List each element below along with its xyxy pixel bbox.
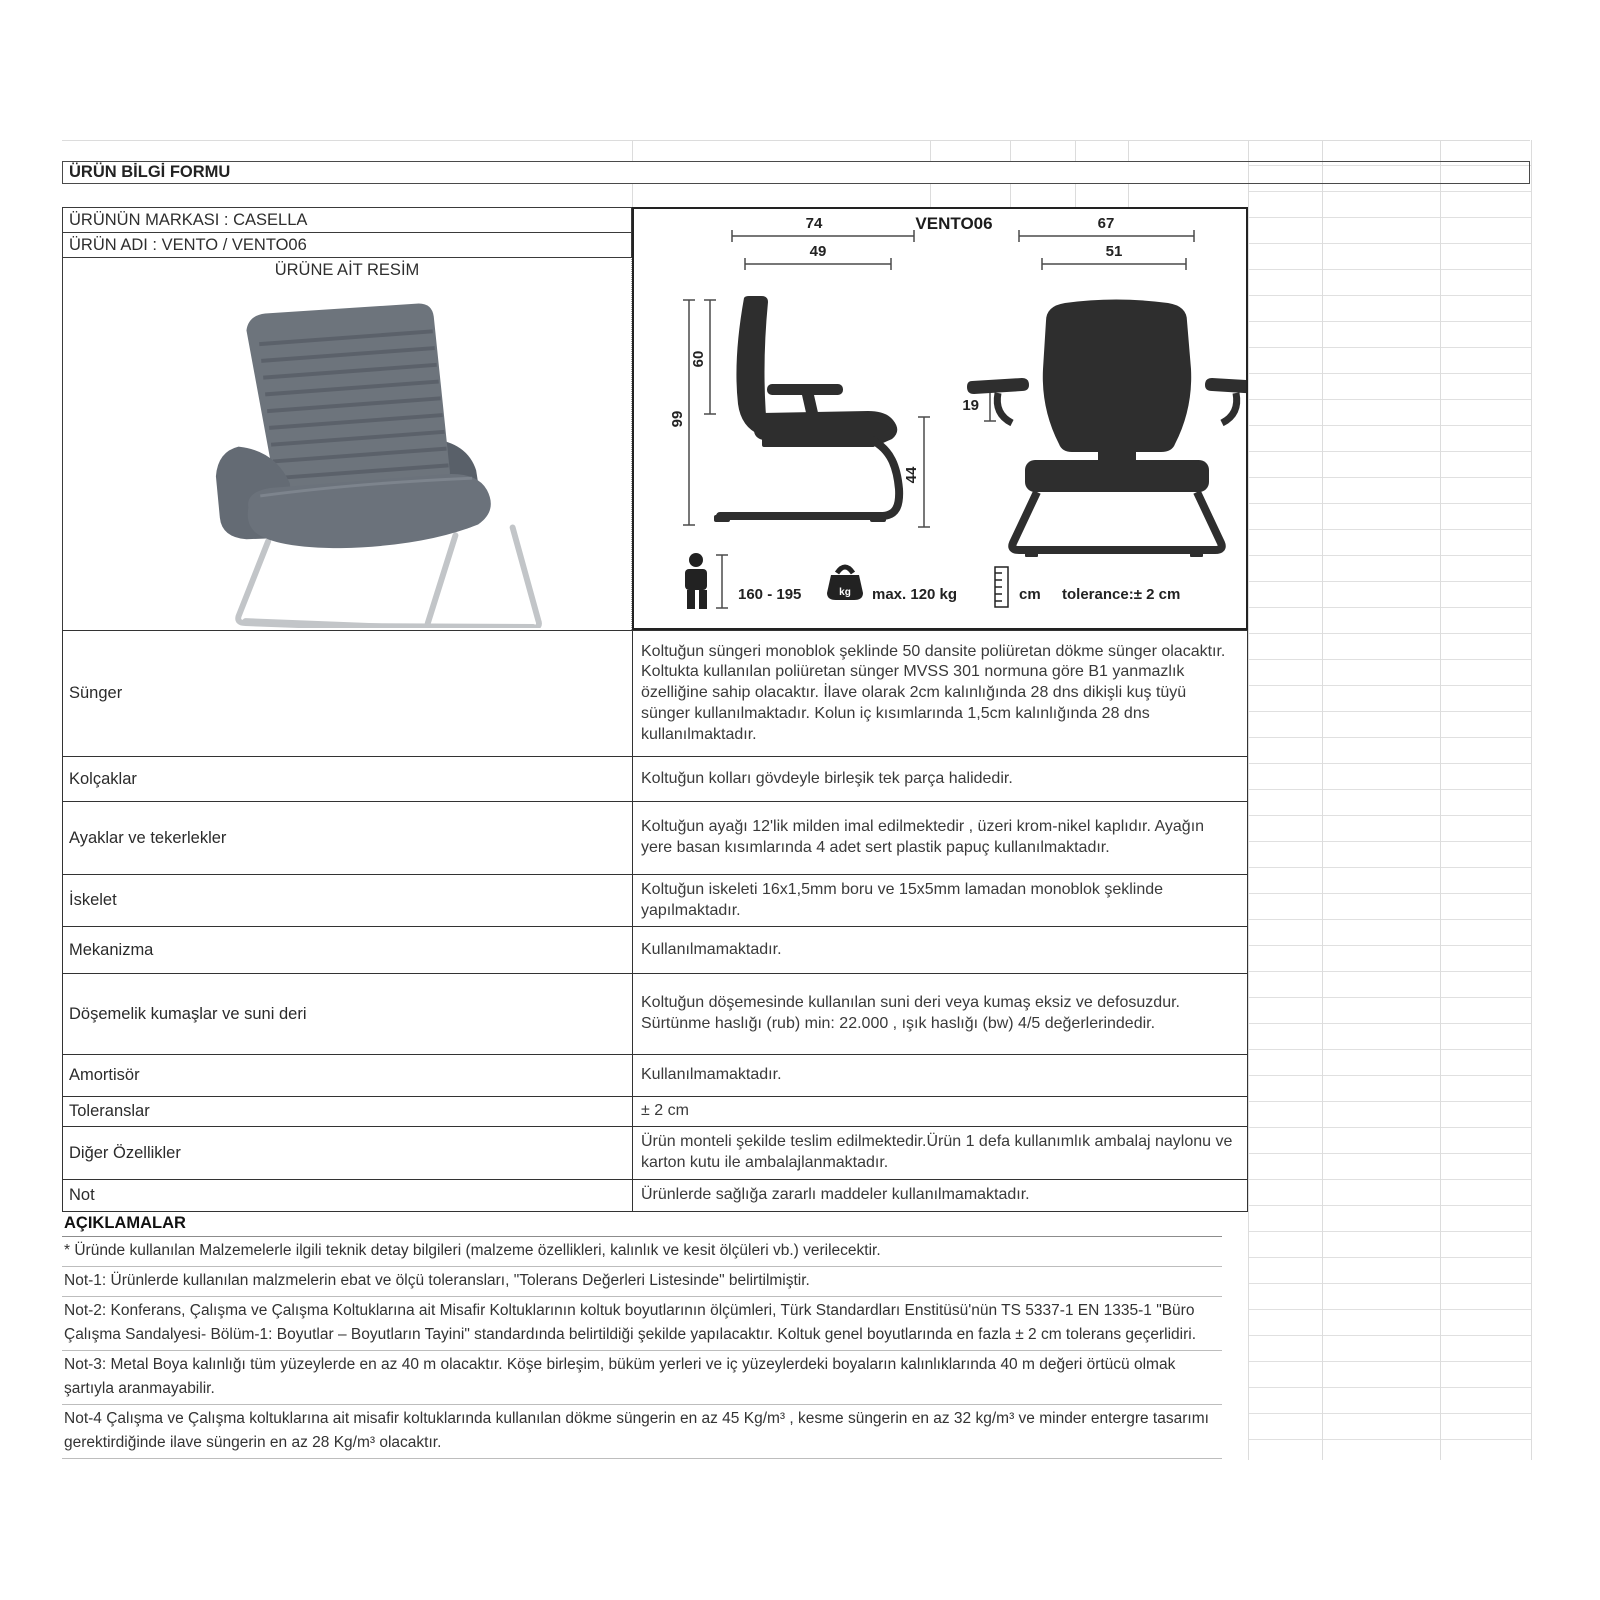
person-icon <box>685 553 707 609</box>
chair-photo <box>112 283 582 628</box>
note-item: Not-4 Çalışma ve Çalışma koltuklarına ait misafir koltuklarında kullanılan dökme süngerin en az 45 Kg/m³ , kesme süngerin en az 32 kg/m³ ve minder entergre tasarımı gerektirdiğinde ilave süngerin en az 28 Kg/m³ olacaktır. <box>62 1405 1222 1459</box>
grid-line <box>1010 184 1011 207</box>
grid-line <box>1075 184 1076 207</box>
dim-front-inner-width: 51 <box>1105 243 1123 260</box>
grid-line <box>1075 140 1076 161</box>
spec-desc: Koltuğun süngeri monoblok şeklinde 50 dansite poliüretan dökme sünger olacaktır. Koltukta kullanılan poliüretan sünger MVSS 301 normuna göre B1 yanmazlık özelliğine sahip olacaktır. İlave olarak 2cm kalınlığında 28 dns dikişli kuş tüyü sünger kullanılmaktadır. Kolun iç kısımlarında 1,5cm kalınlığında 28 dns kullanılmaktadır. <box>641 642 1226 743</box>
spec-desc: Ürün monteli şekilde teslim edilmektedir.Ürün 1 defa kullanımlık ambalaj naylonu ve karton kutu ile ambalajlanmaktadır. <box>641 1133 1233 1171</box>
spec-label: İskelet <box>63 875 633 926</box>
note-item: Not-2: Konferans, Çalışma ve Çalışma Koltuklarına ait Misafir Koltuklarının koltuk boyutlarının ölçümleri, Türk Standardları Enstitüsü'nün TS 5337-1 EN 1335-1 "Büro Çalışma Sandalyesi- Bölüm-1: Boyutlar – Boyutların Tayini" standardında belirtildiği şekilde yapılacaktır. Koltuk genel boyutlarında en fazla ± 2 cm tolerans geçerlidiri. <box>62 1297 1222 1351</box>
table-row <box>63 973 1247 1054</box>
dim-side-outer-width: 74 <box>805 215 823 232</box>
grid-line <box>930 140 931 161</box>
product-image-header: ÜRÜNE AİT RESİM <box>274 261 420 279</box>
product-brand-row: ÜRÜNÜN MARKASI : CASELLA <box>63 207 632 233</box>
notes-section <box>62 1212 1222 1459</box>
table-row <box>63 1054 1247 1096</box>
product-info-block <box>62 207 632 630</box>
spec-desc: Koltuğun ayağı 12'lik milden imal edilmektedir , üzeri krom-nikel kaplıdır. Ayağın yere basan kısımlarında 4 adet sert plastik papuç kullanılmaktadır. <box>641 818 1205 856</box>
note-item: * Üründe kullanılan Malzemelerle ilgili teknik detay bilgileri (malzeme özellikleri, kalınlık ve kesit ölçüleri vb.) verilecektir. <box>62 1237 1222 1267</box>
product-name-row: ÜRÜN ADI : VENTO / VENTO06 <box>63 233 632 258</box>
table-row <box>63 631 1247 756</box>
table-row <box>63 1096 1247 1126</box>
spec-desc: Koltuğun iskeleti 16x1,5mm boru ve 15x5mm lamadan monoblok şeklinde yapılmaktadır. <box>641 880 1164 919</box>
grid-line <box>632 140 633 161</box>
spec-desc: ± 2 cm <box>641 1102 689 1120</box>
weight-icon <box>827 567 863 600</box>
spec-label: Mekanizma <box>63 927 633 973</box>
spec-desc: Kullanılmamaktadır. <box>641 940 782 958</box>
spec-table <box>62 630 1248 1212</box>
dim-back-height: 60 <box>690 350 707 368</box>
technical-drawing-panel <box>632 207 1248 630</box>
empty-cells-strip <box>1248 140 1532 1460</box>
spec-label: Toleranslar <box>63 1097 633 1126</box>
max-weight-label: max. 120 kg <box>872 586 958 603</box>
table-row <box>63 1126 1247 1179</box>
notes-header: AÇIKLAMALAR <box>62 1212 1222 1237</box>
note-item: Not-1: Ürünlerde kullanılan malzmelerin ebat ve ölçü toleransları, "Tolerans Değerleri Listesinde" belirtilmiştir. <box>62 1267 1222 1297</box>
grid-line <box>1128 140 1129 161</box>
dim-arm-height: 19 <box>962 397 979 414</box>
spec-label: Döşemelik kumaşlar ve suni deri <box>63 974 633 1054</box>
table-row <box>63 756 1247 801</box>
drawing-model-label: VENTO06 <box>915 214 993 233</box>
dim-front-outer-width: 67 <box>1097 215 1115 232</box>
grid-line <box>632 184 633 207</box>
front-view-silhouette <box>967 300 1246 558</box>
technical-drawing <box>634 209 1246 628</box>
weight-unit-label: kg <box>839 587 851 598</box>
spec-desc: Koltuğun döşemesinde kullanılan suni deri veya kumaş eksiz ve defosuzdur. Sürtünme haslığı (rub) min: 22.000 , ışık haslığı (bw) 4/5 değerlerindedir. <box>641 994 1180 1032</box>
dim-side-inner-width: 49 <box>809 243 827 260</box>
form-title: ÜRÜN BİLGİ FORMU <box>62 161 1530 184</box>
person-height-dim <box>716 555 728 608</box>
table-row <box>63 801 1247 874</box>
table-row <box>63 926 1247 973</box>
spec-label: Diğer Özellikler <box>63 1127 633 1179</box>
spec-label: Ayaklar ve tekerlekler <box>63 802 633 874</box>
table-row <box>63 1179 1247 1211</box>
side-view-silhouette <box>714 296 899 522</box>
spec-desc: Kullanılmamaktadır. <box>641 1066 782 1084</box>
spec-label: Amortisör <box>63 1055 633 1096</box>
ruler-icon <box>995 567 1008 607</box>
grid-line <box>1010 140 1011 161</box>
grid-line <box>1128 184 1129 207</box>
dim-total-height: 99 <box>669 410 686 428</box>
tolerance-label: tolerance:± 2 cm <box>1062 586 1181 603</box>
measure-unit-label: cm <box>1019 586 1041 603</box>
grid-line <box>930 184 931 207</box>
spec-desc: Ürünlerde sağlığa zararlı maddeler kullanılmamaktadır. <box>641 1186 1030 1204</box>
spec-label: Sünger <box>63 631 633 756</box>
side-view-dim-lines <box>683 230 930 527</box>
note-item: Not-3: Metal Boya kalınlığı tüm yüzeylerde en az 40 m olacaktır. Köşe birleşim, büküm yerleri ve iç yüzeylerdeki boyaların kalınlıklarında 40 m değeri örtücü olmak şartıyla aranmayabilir. <box>62 1351 1222 1405</box>
spec-label: Not <box>63 1180 633 1211</box>
spec-label: Kolçaklar <box>63 757 633 801</box>
product-photo-area <box>63 283 631 628</box>
person-range-label: 160 - 195 <box>738 586 802 603</box>
table-row <box>63 874 1247 926</box>
dim-seat-height: 44 <box>903 466 920 484</box>
spec-desc: Koltuğun kolları gövdeyle birleşik tek parça halidedir. <box>641 769 1013 787</box>
